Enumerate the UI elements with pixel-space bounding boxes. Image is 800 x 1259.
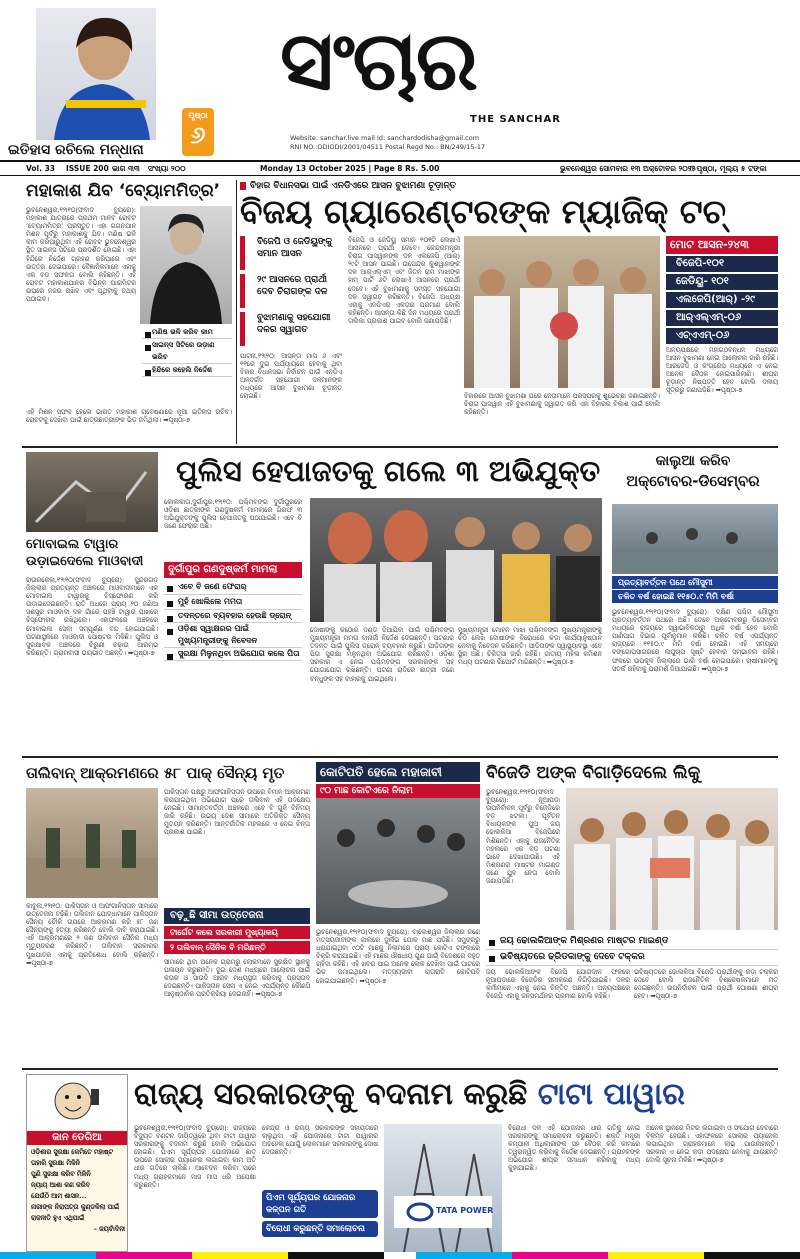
seat-row: ବିଜେପି-୧୦୧: [666, 256, 778, 272]
cartoon-line: – ଜୟଚାଁଦିନୀ: [93, 1225, 125, 1233]
headline-part-b: ଟାଟା ପାୱାର: [537, 1077, 685, 1112]
point-item: ପ୍ରତ୍ୟାବର୍ତ୍ତନ ପଥେ ମୌସୁମୀ: [612, 576, 778, 589]
body-text-2: ଜୟ ଢୋଲକିଆଙ୍କ ବିଜେପି ଯୋଗଦାନ ଫଳରେ ନୂଆପଡ଼ାରେ ବିଜେଡିର ସମୀକରଣ ବିଗିଡ଼ିଯାଇଛି। ଦଳର କର୍ମୀମାନେ ଏହାକୁ ନେଇ ଚିନ୍ତିତ ଅଛନ୍ତି। ଅନ୍ୟପକ୍ଷରେ ବିଜେପି ଏହାକୁ ଜନସମର୍ଥନର ପ୍ରମାଣ ବୋଲି କହିଛି।: [486, 968, 630, 1001]
tata-power-photo: [384, 1124, 502, 1252]
body-text-2: କେନ୍ଦ୍ର ଓ ରାଜ୍ୟ ସରକାରଙ୍କ ସହାୟତାରେ ଚାଲୁଥିବା ଏହି ଯୋଜନାରେ ଟାଟା ପାୱାରର ଅବହେଳା ଯୋଗୁଁ ଲୋକମାନେ ସରକାରଙ୍କୁ ଦୋଷ ଦେଉଛନ୍ତି।: [262, 1124, 378, 1157]
body-text-2: ଦୋଷୀଙ୍କୁ କଠୋର ଦଣ୍ଡ ଦିଆଯିବା ପାଇଁ ପଶ୍ଚିମବଙ୍ଗ ମୁଖ୍ୟମନ୍ତ୍ରୀ ମମତା ବାନାର୍ଜୀ ନିର୍ଦ୍ଦେଶ ଦେଇଛନ୍ତି। ଘଟଣାର ତଦନ୍ତ ପାଇଁ ପୁଲିସ ଡ୍ରୋନ୍ ବ୍ୟବହାର କରୁଛି। ପୀଡ଼ିତାଙ୍କ ପିତା ସୁରକ୍ଷା ମିଳୁନଥିବା ଅଭିଯୋଗ କରିଛନ୍ତି। ଓଡ଼ିଶା ସରକାର ଏ ନେଇ ପଶ୍ଚିମବଙ୍ଗ ସରକାରଙ୍କ ସହ ଯୋଗାଯୋଗ ରଖିଛନ୍ତି। ଘଟଣା ରାତିରେ ଛାତ୍ରୀ ଜଣେ ବନ୍ଧୁଙ୍କ ସହ ବାହାରକୁ ଯାଇଥିଲେ।: [310, 626, 454, 683]
edition: ଭୁବନେଶ୍ୱର ସୋମବାର ୧୩ ଅକ୍ଟୋବର ୨୦୨୫: [560, 164, 697, 173]
promo-page-number: ୬: [190, 121, 206, 149]
point-item: ବୁଝାମଣାକୁ ସହଯୋଗୀ ଦଳର ସ୍ୱାଗତ: [240, 312, 342, 346]
fish-photo: [316, 784, 480, 924]
section-divider: [22, 756, 778, 758]
story-fish-auction[interactable]: [316, 762, 480, 1064]
story-bjd[interactable]: [486, 762, 778, 1064]
promo-label: ପୃଷ୍ଠା: [188, 111, 208, 120]
cartoon-line: ନ୍ୟାୟ ଆଶା କଣ କରିବ: [31, 1181, 90, 1189]
points-box: [240, 236, 342, 346]
headline: ତାଲିବାନ୍ ଆକ୍ରମଣରେ ୫୮ ପାକ୍ ସୈନ୍ୟ ମୃତ: [26, 764, 285, 782]
newspaper-logo[interactable]: ସଂଚାର: [280, 14, 477, 109]
promo-box[interactable]: [8, 8, 218, 160]
vol: Vol. 33: [26, 164, 56, 173]
accused-photo: [310, 498, 602, 622]
story-bihar[interactable]: [240, 180, 778, 442]
bullet-item: ମଣିଷ ଭଳି କରିବ କାମ: [142, 326, 232, 339]
body-text-3: ଭବିଷ୍ୟତରେ ଢୋଲକିଆ ବିଜେଡି ପ୍ରାର୍ଥୀଙ୍କୁ କଡ଼ା ଟକ୍କର ଦେବେ ବୋଲି ରାଜନୈତିକ ବିଶ୍ଳେଷକମାନେ ମତ ଦେଇଛନ୍ତି। ଉପନିର୍ବାଚନ ପାଇଁ ପ୍ରାର୍ଥୀ ଘୋଷଣା ଶୀଘ୍ର ହେବ। ➡ପୃଷ୍ଠା-୭: [634, 968, 778, 1001]
tata-logo-text: TATA POWER: [436, 1206, 494, 1215]
point-item: ୨ ତାଲିବାନ୍ ସୈନିକ ବି ମରିଛନ୍ତି: [164, 941, 310, 954]
cartoon-lines: [31, 1147, 125, 1235]
point-item: ଜୟ ଢୋଲକିଆଙ୍କ ମିଶ୍ରଣର ମାଷ୍ଟର ମାଇଣ୍ଡ: [486, 934, 778, 950]
seat-title: ମୋଟ ଆସନ-୨୪୩: [666, 236, 778, 254]
issue: ISSUE 200: [66, 164, 109, 173]
cartoon-line: ରାଜନୀତି ହୁଏ ଏଥିପାଇଁ: [31, 1214, 85, 1222]
point-item: ତଦନ୍ତରେ ବ୍ୟବହାର ହେଉଛି ଡ୍ରୋନ୍: [164, 610, 302, 623]
cartoon-line: ତାହାରି ସୁରକ୍ଷା ମିଳିନି: [31, 1159, 80, 1167]
pages: ୮ ପୃଷ୍ଠା, ମୂଲ୍ୟ ୫ ଟଙ୍କା: [690, 164, 767, 173]
body-text: ଭୁବନେଶ୍ୱର,୧୨ା୧୦(ସଂବାଦ ବ୍ୟୁରୋ): ବାଲେଶ୍ୱର ଜିଲ୍ଲାର ଜଣେ ମତ୍ସ୍ୟଜୀବୀଙ୍କ ଜାଲରେ ଦୁର୍ଲଭ ଘୋଳ ମାଛ ପଡ଼ିଛି। ସମୁଦ୍ରରୁ ଧରାଯାଇଥିବା ୯୦ଟି ମାଛକୁ ନିଲାମରେ ପ୍ରାୟ କୋଟିଏ ଟଙ୍କାରେ ବିକ୍ରି କରାଯାଇଛି। ଏହି ମାଛର ଔଷଧୀୟ ଗୁଣ ପାଇଁ ବିଦେଶରେ ବହୁତ ଚାହିଦା ରହିଛି। ଏହି ଖବର ପାଇ ଅନେକ ଲୋକ ଦେଖିବା ପାଇଁ ଘାଟରେ ଭିଡ଼ ଜମାଇଥିଲେ। ମତ୍ସ୍ୟଜୀବୀ ରାତାରାତି କୋଟିପତି ହୋଇଯାଇଛନ୍ତି। ➡ପୃଷ୍ଠା-୭: [316, 928, 480, 985]
headline: ମୋବାଇଲ ଟାୱାର ଉଡ଼ାଇଦେଲେ ମାଓବାଦୀ: [26, 537, 144, 569]
body-text: ଭୁବନେଶ୍ୱର,୧୨ା୧୦(ସଂବାଦ ବ୍ୟୁରୋ): ଦକ୍ଷିଣ ପଶ୍ଚିମ ମୌସୁମୀ ପ୍ରତ୍ୟାବର୍ତ୍ତନ ପଥରେ ଅଛି। ତେବେ ଅକ୍ଟୋବରରୁ ଡିସେମ୍ବର ମଧ୍ୟରେ ରାଜ୍ୟରେ ସ୍ୱାଭାବିକଠାରୁ ଅଧିକ ବର୍ଷା ହେବ ବୋଲି ପାଣିପାଗ ବିଭାଗ ପୂର୍ବାନୁମାନ କରିଛି। ଚଳିତ ବର୍ଷ ଏପର୍ଯ୍ୟନ୍ତ ରାଜ୍ୟରେ ୧୧୫୦.୯ ମିମି ବର୍ଷା ହୋଇଛି। ଏହି ସମୟରେ ବଙ୍ଗୋପସାଗରରେ ଲଘୁଚାପ ସୃଷ୍ଟି ହେବାର ସମ୍ଭାବନା ରହିଛି। ଫଳରେ ଉପକୂଳ ଜିଲ୍ଲାରେ ଭାରି ବର୍ଷା ହୋଇପାରେ। ଚାଷୀମାନଙ୍କୁ ସତର୍କ ରହିବାକୁ ପରାମର୍ଶ ଦିଆଯାଇଛି। ➡ପୃଷ୍ଠା-୭: [612, 608, 778, 673]
cartoon-line: ଯେଉଁଠି ଆମ ଶାସନ...: [31, 1192, 87, 1200]
section-divider: [22, 446, 778, 448]
tension-box: [164, 908, 310, 954]
seat-row: ଜେଡିୟୁ- ୧୦୧: [666, 274, 778, 290]
cartoon-line: ନାରୀଙ୍କ ନିରାପତ୍ତା କୁଣ୍ଡଳିଲା ପାଇଁ: [31, 1203, 120, 1211]
headline: ବିଜୟ ଗ୍ୟାରେଣ୍ଟରଙ୍କ ମ୍ୟାଜିକ୍ ଟଚ୍: [240, 192, 727, 231]
body-text-2: ବିଜେପି ଓ ଜେଡିୟୁ ସମାନ ୧୦୧ଟି ଲେଖାଏଁ ଆସନରେ ପ୍ରାର୍ଥୀ ଦେବେ। କେନ୍ଦ୍ରମନ୍ତ୍ରୀ ଚିରାଗ ପାସୱାନଙ୍କ ଦଳ ଏଲଜେପି (ଆର୍) ୨୯ଟି ଆସନ ପାଇଛି। ଉପେନ୍ଦ୍ର କୁଶୱାହାଙ୍କ ଦଳ ଆର୍‌ଏଲ୍‌ଏମ୍ ଏବଂ ଜିତନ ରାମ ମାଝୀଙ୍କ ହାମ୍ ପାର୍ଟି ୬ଟି ଲେଖାଏଁ ଆସନରେ ପ୍ରାର୍ଥୀ ଦେବେ। ଏହି ବୁଝାମଣାକୁ ସମସ୍ତ ସହଯୋଗୀ ଦଳ ସ୍ୱାଗତ କରିଛନ୍ତି। ବିଜେପି ଅଧ୍ୟକ୍ଷ ଏହାକୁ ଏନଡିଏର ଏକତାର ପ୍ରମାଣ ବୋଲି କହିଛନ୍ତି। ଆସନ୍ତା କିଛି ଦିନ ମଧ୍ୟରେ ପ୍ରାର୍ଥୀ ତାଲିକା ପ୍ରକାଶ ପାଇବ ବୋଲି ଜଣାପଡ଼ିଛି।: [348, 236, 460, 325]
kicker: [240, 180, 778, 192]
story-vyommitra[interactable]: [26, 180, 232, 442]
headline: ମହାକାଶ ଯିବ ‘ବ୍ୟୋମମିତ୍ର’: [26, 181, 221, 201]
bullet-item: ସାଇନ୍ସ ସିଟିରେ ଉଡ଼ାଣ ଭରିବ: [142, 339, 232, 364]
logo-english: THE SANCHAR: [470, 114, 561, 125]
headline: ବିଜେଡି ଅଙ୍କ ବିଗାଡ଼ିଦେଲେ ଲିକୁ: [486, 763, 701, 783]
story-maoist[interactable]: [26, 452, 158, 752]
seat-row: ଆର୍‌ଏଲ୍‌ଏମ୍-୦୬: [666, 310, 778, 326]
sankhya: ସଂଖ୍ୟା ୨୦୦: [148, 164, 186, 173]
body-text: ଭୁବନେଶ୍ୱର,୧୨ା୧୦(ସଂବାଦ ବ୍ୟୁରୋ): ନୂଆପଡ଼ା ଉପନିର୍ବାଚନ ପୂର୍ବରୁ ବିଜେଡିରେ ବଡ଼ ଝଟକା। ପୂର୍ବତନ ବିଧାୟକଙ୍କ ପୁଅ ଜୟ ଢୋଲକିଆ ବିଜେପିରେ ମିଶିଛନ୍ତି। ଏହାକୁ ରାଜନୈତିକ ମହଲରେ ଏକ ବଡ଼ ଘଟଣା ଭାବେ ଦେଖାଯାଉଛି। ଏହି ମିଶ୍ରଣର ମାଷ୍ଟର ମାଇଣ୍ଡ ଜଣେ ଯୁବ ନେତା ବୋଲି ଜଣାପଡ଼ିଛି।: [486, 788, 560, 886]
box-title: ବଢ଼ୁଛି ସୀମା ଉତ୍ତେଜନା: [164, 908, 310, 924]
body-text: ପାଟନା,୧୨ା୧୦: ଆସନ୍ତା ମାସ ୬ ଏବଂ ୧୧ରେ ଦୁଇ ପର୍ଯ୍ୟାୟରେ ହେବାକୁ ଥିବା ବିହାର ବିଧାନସଭା ନିର୍ବାଚନ ପାଇଁ ଏନଡିଏ ଅନ୍ତର୍ଗତ ସହଯୋଗୀ ଦଳମାନଙ୍କ ମଧ୍ୟରେ ଆସନ ବୁଝାମଣା ଚୂଡ଼ାନ୍ତ ହୋଇଛି।: [240, 352, 342, 401]
bhaga: ଭାଗ ୩୩: [112, 164, 140, 173]
body-text-4: ଅନେକ ସ୍ଥାନରେ ମିଟର ଲଗାଇବା ଓ ସଂଯୋଗ ଦେବାରେ ବିଳମ୍ବ ହେଉଛି। ଏହାଫଳରେ ସୋଲାର ପ୍ୟାନେଲ ଲଗାଇଥିବା ଗ୍ରାହକମାନେ ଲାଭ ପାଉନାହାନ୍ତି। ସରକାର ଏ ନେଇ କଡ଼ା ପଦକ୍ଷେପ ନେବାକୁ ଯାଉଛନ୍ତି ବୋଲି ସୂଚନା ମିଳିଛି। ➡ପୃଷ୍ଠା-୭: [646, 1124, 778, 1165]
taliban-photo: [26, 788, 158, 898]
color-registration-strip: [0, 1252, 800, 1259]
bjd-photo: [566, 788, 778, 930]
headline: ଅକ୍ଟୋବର-ଡିସେମ୍ବର: [626, 472, 760, 490]
story-tata-power[interactable]: [134, 1074, 778, 1252]
body-text: କୋଲକାତା,ଦୁର୍ଗାପୁର,୧୨ା୧୦: ପଶ୍ଚିମବଙ୍ଗ ଦୁର୍ଗାପୁରରେ ଓଡ଼ିଶା ଛାତ୍ରୀଙ୍କ ଗଣଦୁଷ୍କର୍ମ ମାମଲାରେ ଗିରଫ ୩ ଅଭିଯୁକ୍ତଙ୍କୁ ପୁଲିସ ହେପାଜତକୁ ପଠାଯାଇଛି। ଏବେ ବି ଜଣେ ଫେରାର ଅଛି।: [164, 498, 302, 531]
point-item: ଏବେ ବି ଜଣେ ଫେରାର୍: [164, 580, 302, 595]
promo-photo: [36, 8, 156, 140]
headline: କୋଟିପତି ହେଲେ ମହାଜାବୀ: [316, 762, 480, 782]
point-item: ସୁରକ୍ଷା ମିଳୁନଥିବା ଅଭିଯୋଗ କଲେ ପିତା: [164, 648, 302, 661]
cartoon-drawing: [27, 1075, 127, 1129]
case-points: [164, 580, 302, 661]
body-text-2: ପାକିସ୍ତାନ ପକ୍ଷରୁ ଆଫଗାନିସ୍ତାନ ଉପରେ ବିମାନ ଆକ୍ରମଣ କରାଯାଇଥିବା ଅଭିଯୋଗ ପରେ ତାଲିବାନ ଏହି ପଦକ୍ଷେପ ନେଇଛି। ସୀମାନ୍ତବର୍ତ୍ତୀ ଅଞ୍ଚଳରେ ଏବେ ବି ଗୁଳି ବିନିମୟ ଜାରି ରହିଛି। ଉଭୟ ଦେଶ ସୀମାରେ ଅତିରିକ୍ତ ସୈନ୍ୟ ମୁତୟନ କରିଛନ୍ତି। ଆନ୍ତର୍ଜାତିକ ମହଲରେ ଏ ନେଇ ଚିନ୍ତା ପ୍ରକାଶ ପାଇଛି।: [164, 788, 310, 837]
robot-photo: [140, 206, 232, 324]
section-divider: [22, 1068, 778, 1070]
website-line: Website: sanchar.live mail Id: sanchardodisha@gmail.com: [290, 134, 480, 142]
promo-page-tag[interactable]: [182, 108, 214, 156]
body-text-3: ବିରୋଧୀ ଦଳ ଏହି ଯୋଜନାର ଧୀର ଗତିକୁ ନେଇ ସରକାରଙ୍କୁ ସମାଲୋଚନା କରୁଛନ୍ତି। ଶକ୍ତି ମନ୍ତ୍ରୀ କମ୍ପାନୀ ଅଧିକାରୀଙ୍କ ସହ ବୈଠକ କରି କାମରେ ତ୍ୱରାନ୍ୱିତ କରିବାକୁ ନିର୍ଦ୍ଦେଶ ଦେଇଛନ୍ତି। ଗ୍ରାହକଙ୍କ ଅଭିଯୋଗ ଶୀଘ୍ର ସମାଧାନ କରିବାକୁ ମଧ୍ୟ କୁହାଯାଇଛି।: [508, 1124, 640, 1173]
leaders-photo: [464, 236, 660, 388]
kicker: କାଲୁଆ କରିବ: [655, 453, 731, 469]
tata-points: [262, 1190, 378, 1237]
tower-photo: [26, 452, 158, 532]
weather-points: [612, 576, 778, 603]
rni-line: RNI NO.:ODIODI/2001/04511 Postal Regd No.: BN/249/15-17: [290, 143, 486, 151]
point-item: ୨୯ ଆସନରେ ପ୍ରାର୍ଥୀ ଦେବ ଚିରାଗଙ୍କ ଦଳ: [240, 274, 342, 308]
column-divider: [236, 180, 237, 444]
photo-subtitle: ୯୦ ମାଛ କୋଟିଏରେ ନିଲାମ: [316, 784, 480, 798]
body-text-3: ମୁଖ୍ୟମନ୍ତ୍ରୀ ମୋହନ ମାଝୀ ପଶ୍ଚିମବଙ୍ଗ ମୁଖ୍ୟମନ୍ତ୍ରୀଙ୍କୁ ଚିଠି ଲେଖି ଦୋଷୀଙ୍କ ବିରୋଧରେ କଡ଼ା କାର୍ଯ୍ୟାନୁଷ୍ଠାନ ନେବାକୁ ନିବେଦନ କରିଛନ୍ତି। ପୀଡ଼ିତାଙ୍କ ସ୍ୱାସ୍ଥ୍ୟାବସ୍ଥା ଏବେ ସ୍ଥିର ଅଛି। ଚିକିତ୍ସା ଜାରି ରହିଛି। ଜାତୀୟ ମହିଳା କମିଶନ ମଧ୍ୟ ଘଟଣାର ରିପୋର୍ଟ ମାଗିଛନ୍ତି। ➡ପୃଷ୍ଠା-୭: [458, 626, 602, 667]
cartoon-line: ପୁଣି ସୁରକ୍ଷା କରିବ ମିଳିନି: [31, 1170, 91, 1178]
kicker-text: ବିହାର ବିଧାନସଭା ପାଇଁ ଏନଡିଏରେ ଆସନ ବୁଝାମଣା ଚୂଡ଼ାନ୍ତ: [250, 181, 457, 191]
bullet-list: [142, 326, 232, 377]
point-item: ଚଳିତ ବର୍ଷ ହୋଇଛି ୧୧୫୦.୯ ମିମି ବର୍ଷା: [612, 590, 778, 603]
dateline-bar: [0, 160, 800, 176]
body-text: ରାଉରକେଲା,୧୨ା୧୦(ସଂବାଦ ବ୍ୟୁରୋ): ସୁନ୍ଦରଗଡ଼ ଜିଲ୍ଲାର ପ୍ରତ୍ୟନ୍ତ ଅଞ୍ଚଳରେ ମାଓବାଦୀମାନେ ଏକ ମୋବାଇଲ ଟାୱାରକୁ ବିସ୍ଫୋରଣ କରି ଉଡ଼ାଇଦେଇଛନ୍ତି। ରାତି ଅଧରେ ପ୍ରାୟ ୨୦ ଜଣିଆ ସଶସ୍ତ୍ର ମାଓବାଦୀ ଦଳ ଗାଁରେ ପହଞ୍ଚି ଟାୱାର ପାଖରେ ବିସ୍ଫୋରକ ରଖିଥିଲେ। ଏହାଫଳରେ ଅଞ୍ଚଳରେ ମୋବାଇଲ ସେବା ସମ୍ପୂର୍ଣ୍ଣ ବନ୍ଦ ହୋଇଯାଇଛି। ଘଟଣାସ୍ଥଳରେ ମାଓବାଦୀ ପୋଷ୍ଟର ମିଳିଛି। ପୁଲିସ ଓ ସୁରକ୍ଷାବଳ ଅଞ୍ଚଳରେ ଚିରୁଣୀ ଚଢ଼ାଉ ଆରମ୍ଭ କରିଛନ୍ତି। ଗ୍ରାମବାସୀ ଭୟଭୀତ ଅଛନ୍ତି। ➡ପୃଷ୍ଠା-୭: [26, 576, 158, 657]
point-item: ପିଏମ ସୂର୍ଯ୍ୟଘର ଯୋଜନାର କଳ୍ପନ ଗତି: [262, 1190, 378, 1218]
story-weather[interactable]: [608, 452, 778, 752]
monsoon-photo: [612, 504, 778, 574]
body-text-3: ଅନ୍ୟପକ୍ଷରେ ମହାଗଠବନ୍ଧନ ମଧ୍ୟରେ ଆସନ ବୁଝାମଣା ନେଇ ଆଲୋଚନା ଜାରି ରହିଛି। ଆରଜେଡି ଓ କଂଗ୍ରେସ ମଧ୍ୟରେ ଏ ନେଇ ଅନେକ ବୈଠକ ହୋଇସାରିଲାଣି। ଶୀଘ୍ର ଚୂଡ଼ାନ୍ତ ନିଷ୍ପତ୍ତି ହେବ ବୋଲି ଦଳୀୟ ସୂତ୍ରରୁ ଜଣାପଡ଼ିଛି। ➡ପୃଷ୍ଠା-୭: [666, 346, 778, 395]
point-item: ଓଡ଼ିଶା ସ୍ୱାକ୍ଷରର ପାଇଁ ମୁଖ୍ୟମନ୍ତ୍ରୀଙ୍କୁ ନିବେଦନ: [164, 623, 302, 648]
story-taliban[interactable]: [26, 762, 310, 1064]
story-durgapur[interactable]: [164, 452, 602, 752]
point-item: ବିଜେପି ଓ ଜେଡିୟୁଙ୍କୁ ସମାନ ଆସନ: [240, 236, 342, 270]
point-item: ମୁହଁ ଖୋଲିଲେ ମମତା: [164, 595, 302, 610]
bjd-points: [486, 934, 778, 966]
headline: ପୁଲିସ ହେପାଜତକୁ ଗଲେ ୩ ଅଭିଯୁକ୍ତ: [176, 454, 601, 488]
seat-row: ଏଲଜେପି(ଆର୍) -୨୯: [666, 292, 778, 308]
cartoon-line: ଓଡ଼ିଶାର ସୁରକ୍ଷା କେମିତେ ମହାଷ୍ଟ: [31, 1148, 114, 1156]
seat-row: ଏଚ୍‌ଏଏମ୍-୦୬: [666, 328, 778, 344]
headline-part-a: ରାଜ୍ୟ ସରକାରଙ୍କୁ ବଦନାମ କରୁଛି: [134, 1077, 538, 1112]
point-item: ଭବିଷ୍ୟତରେ ଢ୍ରିଡକାଙ୍କୁ ଦେବେ ଟକ୍କର: [486, 950, 778, 966]
cartoon-title: କାନ ଡେରିଆ: [27, 1131, 127, 1145]
case-title: ଦୁର୍ଗାପୁର ଗଣଦୁଷ୍କର୍ମ ମାମଲା: [164, 562, 302, 578]
body-text: କାବୁଲ,୧୨ା୧୦: ପାକିସ୍ତାନ ଓ ଆଫଗାନିସ୍ତାନ ସୀମାରେ ଉତ୍ତେଜନା ବଢ଼ିଛି। ତାଲିବାନ ଯୋଦ୍ଧାମାନେ ପାକିସ୍ତାନ ସୈନ୍ୟ ଚୌକି ଉପରେ ଆକ୍ରମଣ କରି ୫୮ ଜଣ ସୈନ୍ୟଙ୍କୁ ହତ୍ୟା କରିଛନ୍ତି ବୋଲି ଦାବି କରାଯାଇଛି। ଏହି ଆକ୍ରମଣରେ ୨ ଜଣ ତାଲିବାନ ସୈନିକ ମଧ୍ୟ ମୃତ୍ୟୁବରଣ କରିଛନ୍ତି। ତାଲିବାନ ସରକାରର ମୁଖପାତ୍ର ଏହାକୁ ପ୍ରତିଶୋଧ ବୋଲି କହିଛନ୍ତି। ➡ପୃଷ୍ଠା-୭: [26, 902, 158, 967]
point-item: ବିରୋଧୀ କରୁଛନ୍ତି ସମାଲୋଚନା: [262, 1221, 378, 1237]
date: Monday 13 October 2025 | Page 8 Rs. 5.00: [260, 164, 440, 173]
body-text: ଭୁବନେଶ୍ୱର,୧୨ା୧୦(ସଂବାଦ ବ୍ୟୁରୋ): ରାଜ୍ୟରେ ବିଦ୍ୟୁତ ବଣ୍ଟନ ଦାୟିତ୍ୱରେ ଥିବା ଟାଟା ପାୱାର ସରକାରଙ୍କୁ ବଦନାମ କରୁଛି ବୋଲି ଅଭିଯୋଗ ହୋଇଛି। ପିଏମ ସୂର୍ଯ୍ୟଘର ଯୋଜନାରେ ଛାତ ଉପରେ ସୋଲାର ପ୍ୟାନେଲ ଲଗାଇବା କାମ ଅତି ଧୀର ଗତିରେ ଚାଲିଛି। ଆବେଦନ କରିବା ପରେ ମଧ୍ୟ ଗ୍ରାହକମାନେ ମାସ ମାସ ଧରି ଅପେକ୍ଷା କରୁଛନ୍ତି।: [134, 1124, 256, 1189]
bullet-item: ହିନ୍ଦିରେ କହେଲି ନିର୍ଦ୍ଦେଶ: [142, 364, 232, 377]
point-item: ଟାର୍ଗେଟ କଲେ ସରକାରୀ ମୁଖ୍ୟାଳୟ: [164, 926, 310, 939]
promo-caption: ଇତିହାସ ରଚିଲେ ମନ୍ଧାନା: [8, 142, 144, 158]
body-text-3: ସୀମାରେ ଥିବା ଅନେକ ଗ୍ରାମରୁ ଲୋକମାନେ ସୁରକ୍ଷିତ ସ୍ଥାନକୁ ପଳାୟନ କରୁଛନ୍ତି। ଦୁଇ ଦେଶ ମଧ୍ୟରେ ଆଲୋଚନା ପାଇଁ କତାର ଓ ସାଉଦି ଆରବ ମଧ୍ୟସ୍ଥତା କରିବାକୁ ପ୍ରସ୍ତାବ ଦେଇଛନ୍ତି। ପାକିସ୍ତାନ ସେନା ଏ ନେଇ ଏପର୍ଯ୍ୟନ୍ତ କୌଣସି ଆନୁଷ୍ଠାନିକ ପ୍ରତିକ୍ରିୟା ଦେଇନାହିଁ। ➡ପୃଷ୍ଠା-୭: [164, 958, 310, 999]
seat-table: [666, 236, 778, 344]
cartoon-box[interactable]: [26, 1074, 128, 1252]
body-text-continued: ଏହି ମିଶନ ସଫଳ ହେଲେ ଭାରତ ମହାକାଶ ଗବେଷଣାରେ ନୂଆ ଇତିହାସ ରଚିବ। ରୋବଟକୁ ଦେଖିବା ପାଇଁ ଛାତ୍ରଛାତ୍ରୀଙ୍କ ଭିଡ଼ ଜମିଥିଲା। ➡ପୃଷ୍ଠା-୭: [26, 408, 232, 425]
body-text: ଭୁବନେଶ୍ୱର,୧୨ା୧୦(ସଂବାଦ ବ୍ୟୁରୋ): ମହାକାଶ ଯାତ୍ରାରେ ପ୍ରଥମ ମାନବ ରୋବଟ ‘ବ୍ୟୋମମିତ୍ର’ ପ୍ରସ୍ତୁତ। ଏହା ଗଗନଯାନ ମିଶନ ପୂର୍ବରୁ ମହାକାଶକୁ ଯିବ। ମଣିଷ ଭଳି କାମ କରିପାରୁଥିବା ଏହି ରୋବଟ ଭୁବନେଶ୍ୱର ସ୍ଥିତ ସାଇନ୍ସ ସିଟିରେ ପ୍ରଦର୍ଶିତ ହୋଇଛି। ଏହା ହିନ୍ଦିରେ ନିର୍ଦ୍ଦେଶ ଗ୍ରହଣ କରିପାରେ ଏବଂ ଉତ୍ତର ଦେଇପାରେ। ବୈଜ୍ଞାନିକମାନେ ଏହାକୁ ଏକ ବଡ଼ ସଫଳତା ବୋଲି କହିଛନ୍ତି। ଏହି ରୋବଟ ମହାକାଶଯାନର ବିଭିନ୍ନ ପାରାମିଟର ଉପରେ ନଜର ରଖିବ ଏବଂ ପୃଥିବୀକୁ ତଥ୍ୟ ପଠାଇବ।: [26, 206, 136, 304]
headline: [134, 1074, 778, 1116]
photo-caption: ବିହାରରେ ଆସନ ବୁଝାମଣା ପରେ ନେତାମାନେ ପରସ୍ପରକୁ ଶୁଭେଚ୍ଛା ଜଣାଇଛନ୍ତି। ଚିରାଗ ପାସୱାନ ଏହି ବୁଝାମଣାକୁ ସ୍ୱାଗତ କରି ଏହା ବିହାରର ବିକାଶ ପାଇଁ ବୋଲି କହିଛନ୍ତି।: [464, 392, 660, 417]
